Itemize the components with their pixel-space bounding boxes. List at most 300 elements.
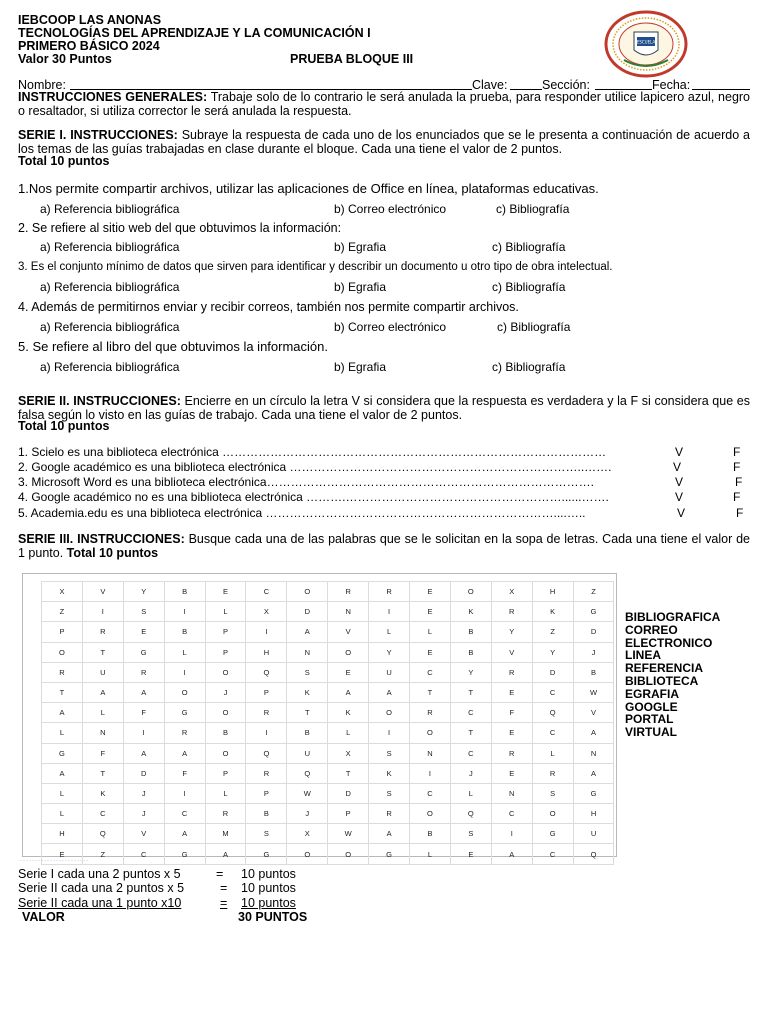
word-search-cell[interactable]: W [287,783,328,803]
word-search-cell[interactable]: C [82,804,123,824]
score-row-1-points: 10 puntos [241,867,296,881]
word-search-cell[interactable]: Q [246,743,287,763]
word-search-row [42,662,614,682]
word-search-cell[interactable]: L [450,783,491,803]
tf-item-5-v[interactable]: V [677,506,686,520]
word-search-cell[interactable]: S [287,662,328,682]
word-search-cell[interactable]: R [205,804,246,824]
word-search-cell[interactable]: I [491,824,532,844]
tf-item-5-f[interactable]: F [736,506,744,520]
word-search-cell[interactable]: Q [287,763,328,783]
word-item: VIRTUAL [625,725,677,740]
word-search-cell[interactable]: A [164,743,205,763]
word-search-cell[interactable]: L [410,844,451,864]
word-search-cell[interactable]: G [42,743,83,763]
q2-option-b[interactable]: b) Egrafia [334,240,387,254]
score-total [18,910,338,924]
word-search-cell[interactable]: J [287,804,328,824]
word-search-cell[interactable]: W [328,824,369,844]
word-search-cell[interactable]: C [450,703,491,723]
subject-title: TECNOLOGÍAS DEL APRENDIZAJE Y LA COMUNICACIÓN I [18,26,371,40]
word-search-cell[interactable]: S [123,602,164,622]
word-search-cell[interactable]: L [328,723,369,743]
q1-option-a[interactable]: a) Referencia bibliográfica [40,202,180,216]
word-search-cell[interactable]: G [573,783,614,803]
word-search-cell[interactable]: Q [82,824,123,844]
word-search-cell[interactable]: I [164,783,205,803]
word-search-cell[interactable]: T [450,723,491,743]
word-search-cell[interactable]: F [82,743,123,763]
word-search-cell[interactable]: U [573,824,614,844]
word-search-cell[interactable]: E [410,602,451,622]
word-search-cell[interactable]: A [164,824,205,844]
word-search-cell[interactable]: L [410,622,451,642]
tf-item-2-v[interactable]: V [673,460,682,474]
word-search-cell[interactable]: L [42,723,83,743]
word-search-cell[interactable]: P [42,622,83,642]
tf-item-3-f[interactable]: F [735,475,743,489]
seal-inner-text: ESCUELA [636,39,656,45]
serie2-instructions [18,395,750,422]
word-search-cell[interactable]: E [491,763,532,783]
word-search-cell[interactable]: F [123,703,164,723]
word-search-cell[interactable]: A [205,844,246,864]
word-search-cell[interactable]: P [205,763,246,783]
word-search-cell[interactable]: R [82,622,123,642]
word-search-cell[interactable]: S [532,783,573,803]
word-search-cell[interactable]: A [82,682,123,702]
word-search-cell[interactable]: D [573,622,614,642]
word-search-cell[interactable]: X [491,582,532,602]
word-search-cell[interactable]: N [491,783,532,803]
score-row-2-eq: = [220,881,228,895]
word-search-cell[interactable]: R [123,662,164,682]
word-search-cell[interactable]: C [410,783,451,803]
word-search-cell[interactable]: L [205,602,246,622]
word-search-cell[interactable]: T [82,642,123,662]
word-search-cell[interactable]: C [450,743,491,763]
word-search-cell[interactable]: R [410,703,451,723]
word-search-row [42,824,614,844]
word-search-cell[interactable]: T [82,763,123,783]
word-search-cell[interactable]: R [369,804,410,824]
general-instructions-text: Trabaje solo de lo contrario le será anulada la prueba, para responder utilice lapicero azul, negro o resaltador, si utiliza corrector le será anulada la respuesta. [18,90,751,118]
word-search-cell[interactable]: S [450,824,491,844]
word-search-cell[interactable]: R [491,743,532,763]
word-search-cell[interactable]: O [205,703,246,723]
word-search-cell[interactable]: V [328,622,369,642]
word-search-cell[interactable]: A [369,682,410,702]
tf-item-3-v[interactable]: V [675,475,684,489]
word-search-cell[interactable]: O [410,804,451,824]
word-search-cell[interactable]: Z [532,622,573,642]
word-search-cell[interactable]: U [82,662,123,682]
serie3-label: SERIE III. INSTRUCCIONES: [18,532,185,546]
general-instructions-label: INSTRUCCIONES GENERALES: [18,90,208,104]
score-row-3-points: 10 puntos [241,896,296,910]
word-search-cell[interactable]: N [328,602,369,622]
word-item: CORREO [625,622,678,637]
decorative-dots: ······················· [20,858,89,864]
q3-option-b[interactable]: b) Egrafia [334,280,387,294]
score-row-3-label: Serie II cada una 1 punto x10 [18,896,182,910]
word-search-cell[interactable]: Q [246,662,287,682]
seccion-label: Sección: [542,78,590,92]
word-search-cell[interactable]: Y [123,582,164,602]
word-search-cell[interactable]: E [410,582,451,602]
tf-item-4-text: 4. Google académico no es una biblioteca electrónica ……….………………………………………………......……. [18,490,609,504]
word-search-cell[interactable]: P [328,804,369,824]
serie2-total: Total 10 puntos [18,419,110,433]
word-search-cell[interactable]: I [164,602,205,622]
word-search-cell[interactable]: A [287,622,328,642]
word-search-frame [22,573,617,857]
word-search-cell[interactable]: B [164,622,205,642]
word-search-cell[interactable]: M [205,824,246,844]
score-row-2-points: 10 puntos [241,881,296,895]
word-search-cell[interactable]: C [491,804,532,824]
word-search-cell[interactable]: G [532,824,573,844]
word-search-cell[interactable]: N [82,723,123,743]
word-search-cell[interactable]: G [573,602,614,622]
word-item: PORTAL [625,712,674,727]
word-search-cell[interactable]: R [246,763,287,783]
word-search-cell[interactable]: D [123,763,164,783]
word-search-cell[interactable]: B [450,622,491,642]
word-item: GOOGLE [625,699,678,714]
test-title: PRUEBA BLOQUE III [290,52,414,66]
word-search-cell[interactable]: I [369,602,410,622]
word-search-cell[interactable]: X [287,824,328,844]
word-search-cell[interactable]: D [532,662,573,682]
word-search-cell[interactable]: C [532,844,573,864]
word-search-cell[interactable]: R [164,723,205,743]
word-search-cell[interactable]: L [369,622,410,642]
word-item: REFERENCIA [625,661,704,676]
word-search-cell[interactable]: L [164,642,205,662]
question-3: 3. Es el conjunto mínimo de datos que sirven para identificar y describir un documento u otro tipo de obra intelectual. [18,261,613,273]
word-search-cell[interactable]: P [246,682,287,702]
word-item: BIBLIOTECA [625,673,699,688]
word-search-cell[interactable]: O [328,642,369,662]
word-search-cell[interactable]: K [287,682,328,702]
word-search-row [42,844,614,864]
question-2: 2. Se refiere al sitio web del que obtuvimos la información: [18,221,342,235]
word-search-cell[interactable]: V [573,703,614,723]
word-search-cell[interactable]: X [246,602,287,622]
word-search-cell[interactable]: T [328,763,369,783]
serie3-instructions [18,533,750,560]
word-search-cell[interactable]: Q [532,703,573,723]
word-search-cell[interactable]: T [410,682,451,702]
serie3-total: Total 10 puntos [66,545,159,560]
word-search-cell[interactable]: A [42,763,83,783]
score-row-2-label: Serie II cada una 2 puntos x 5 [18,881,185,895]
word-search-cell[interactable]: X [42,582,83,602]
word-list [625,611,720,739]
word-search-cell[interactable]: V [491,642,532,662]
serie1-total: Total 10 puntos [18,154,110,168]
word-item: BIBLIOGRAFICA [625,610,721,624]
word-search-cell[interactable]: N [287,642,328,662]
word-search-row [42,622,614,642]
word-search-cell[interactable]: S [246,824,287,844]
serie1-label: SERIE I. INSTRUCCIONES: [18,128,178,142]
question-1: 1.Nos permite compartir archivos, utilizar las aplicaciones de Office en línea, plataformas educativas. [18,181,599,196]
score-row-1-label: Serie I cada una 2 puntos x 5 [18,867,181,881]
word-search-cell[interactable]: G [164,703,205,723]
word-search-cell[interactable]: E [491,723,532,743]
word-search-cell[interactable]: H [42,824,83,844]
word-search-cell[interactable]: R [532,763,573,783]
word-search-row [42,763,614,783]
q1-option-c[interactable]: c) Bibliografía [496,202,570,216]
word-search-cell[interactable]: D [287,602,328,622]
word-search-cell[interactable]: K [328,703,369,723]
word-search-cell[interactable]: B [205,723,246,743]
word-search-cell[interactable]: G [123,642,164,662]
score-row-2 [18,881,338,895]
word-search-cell[interactable]: O [164,682,205,702]
word-search-cell[interactable]: S [369,743,410,763]
word-search-row [42,602,614,622]
serie1-text: Subraye la respuesta de cada uno de los enunciados que se le presenta a continuación de acuerdo a los temas de las guías trabajadas en clase durante el bloque. Cada una tiene el valor de 2 puntos. [18,128,750,156]
word-search-row [42,804,614,824]
word-search-cell[interactable]: G [164,844,205,864]
word-search-row [42,723,614,743]
word-search-cell[interactable]: L [82,703,123,723]
word-search-cell[interactable]: B [450,642,491,662]
word-search-cell[interactable]: Q [573,844,614,864]
word-search-cell[interactable]: B [410,824,451,844]
word-search-row [42,682,614,702]
q1-option-b[interactable]: b) Correo electrónico [334,202,447,216]
word-search-cell[interactable]: F [491,703,532,723]
word-search-cell[interactable]: P [205,622,246,642]
q4-option-b[interactable]: b) Correo electrónico [334,320,447,334]
word-search-cell[interactable]: X [328,743,369,763]
word-search-cell[interactable]: Y [450,662,491,682]
word-search-cell[interactable]: Z [573,582,614,602]
word-search-cell[interactable]: C [532,723,573,743]
word-search-cell[interactable]: T [42,682,83,702]
word-search-cell[interactable]: O [205,743,246,763]
tf-item-4-f[interactable]: F [733,490,741,504]
word-search-cell[interactable]: O [410,723,451,743]
tf-item-4-v[interactable]: V [675,490,684,504]
word-search-cell[interactable]: I [82,602,123,622]
word-search-cell[interactable]: K [532,602,573,622]
word-search-cell[interactable]: B [246,804,287,824]
word-search-cell[interactable]: B [573,662,614,682]
q5-option-b[interactable]: b) Egrafia [334,360,387,374]
test-value: Valor 30 Puntos [18,52,112,66]
word-search-cell[interactable]: L [42,783,83,803]
q3-option-c[interactable]: c) Bibliografía [492,280,566,294]
word-search-cell[interactable]: O [287,582,328,602]
word-search-row [42,783,614,803]
word-search-cell[interactable]: R [369,582,410,602]
tf-item-1-text: 1. Scielo es una biblioteca electrónica …………………………………………………………………………………… [18,445,607,459]
word-search-cell[interactable]: C [123,844,164,864]
school-seal-icon [604,10,688,78]
word-search-cell[interactable]: L [532,743,573,763]
word-search-cell[interactable]: J [205,682,246,702]
q2-option-a[interactable]: a) Referencia bibliográfica [40,240,180,254]
general-instructions [18,91,750,118]
tf-item-3-text: 3. Microsoft Word es una biblioteca electrónica………………………………………………………………………. [18,475,594,489]
word-item: LINEA [625,648,661,663]
word-search-cell[interactable]: O [532,804,573,824]
word-search-cell[interactable]: B [164,582,205,602]
word-search-cell[interactable]: E [42,844,83,864]
word-search-cell[interactable]: J [123,804,164,824]
word-search-cell[interactable]: A [369,824,410,844]
word-search-cell[interactable]: S [369,783,410,803]
word-search-cell[interactable]: V [82,582,123,602]
score-row-3 [18,896,338,910]
score-row-1 [18,867,338,881]
word-search-cell[interactable]: A [573,763,614,783]
word-search-row [42,582,614,602]
tf-item-2-f[interactable]: F [733,460,741,474]
word-search-cell[interactable]: C [410,662,451,682]
word-search-cell[interactable]: Z [42,602,83,622]
word-search-cell[interactable]: I [246,622,287,642]
score-total-label: VALOR [22,910,65,924]
word-search-cell[interactable]: A [573,723,614,743]
word-search-cell[interactable]: O [450,582,491,602]
word-search-cell[interactable]: Y [532,642,573,662]
word-search-cell[interactable]: A [123,743,164,763]
word-search-cell[interactable]: L [205,783,246,803]
word-search-cell[interactable]: B [287,723,328,743]
fecha-label: Fecha: [652,78,691,92]
q4-option-c[interactable]: c) Bibliografía [497,320,571,334]
q3-option-a[interactable]: a) Referencia bibliográfica [40,280,180,294]
word-search-cell[interactable]: Q [450,804,491,824]
word-search-cell[interactable]: G [246,844,287,864]
word-search-cell[interactable]: K [369,763,410,783]
school-name: IEBCOOP LAS ANONAS [18,13,162,27]
q2-option-c[interactable]: c) Bibliografía [492,240,566,254]
word-search-cell[interactable]: H [532,582,573,602]
word-search-cell[interactable]: K [82,783,123,803]
word-search-cell[interactable]: C [532,682,573,702]
word-search-cell[interactable]: R [328,582,369,602]
word-search-cell[interactable]: O [42,642,83,662]
word-search-cell[interactable]: G [369,844,410,864]
serie2-text: Encierre en un círculo la letra V si considera que la respuesta es verdadera y la F si considera que es falsa según lo visto en las guías de trabajo. Cada una tiene el valor de 2 puntos. [18,394,750,422]
tf-item-1-v[interactable]: V [675,445,684,459]
score-total-value: 30 PUNTOS [238,910,308,924]
serie2-label: SERIE II. INSTRUCCIONES: [18,394,181,408]
word-search-cell[interactable]: O [205,662,246,682]
word-search-cell[interactable]: F [164,763,205,783]
word-search-cell[interactable]: N [573,743,614,763]
word-search-cell[interactable]: I [164,662,205,682]
word-search-cell[interactable]: E [328,662,369,682]
word-search-cell[interactable]: I [123,723,164,743]
tf-item-5-text: 5. Academia.edu es una biblioteca electrónica ………………………………………………………………....….. [18,506,586,520]
serie1-instructions [18,129,750,156]
question-4: 4. Además de permitirnos enviar y recibir correos, también nos permite compartir archivos. [18,300,519,314]
word-search-cell[interactable]: R [42,662,83,682]
word-search-cell[interactable]: C [246,582,287,602]
word-search-cell[interactable]: O [287,844,328,864]
word-search-cell[interactable]: A [42,703,83,723]
word-search-cell[interactable]: E [205,582,246,602]
word-search-cell[interactable]: L [42,804,83,824]
name-label: Nombre: [18,78,66,92]
q5-option-c[interactable]: c) Bibliografía [492,360,566,374]
word-search-cell[interactable]: P [205,642,246,662]
word-search-cell[interactable]: R [246,703,287,723]
word-search-cell[interactable]: J [573,642,614,662]
word-search-cell[interactable]: W [573,682,614,702]
word-search-cell[interactable]: D [328,783,369,803]
word-search-cell[interactable]: V [123,824,164,844]
word-search-cell[interactable]: E [450,844,491,864]
score-row-1-eq: = [216,867,224,881]
word-search-cell[interactable]: N [410,743,451,763]
word-search-cell[interactable]: C [164,804,205,824]
word-search-cell[interactable]: T [287,703,328,723]
word-search-cell[interactable]: Y [491,622,532,642]
word-search-cell[interactable]: J [123,783,164,803]
word-search-cell[interactable]: U [287,743,328,763]
word-item: ELECTRONICO [625,635,713,650]
word-search-row [42,642,614,662]
serie3-text: Busque cada una de las palabras que se le solicitan en la sopa de letras. Cada una tiene el valor de 1 punto. [18,532,750,560]
question-5: 5. Se refiere al libro del que obtuvimos la información. [18,339,328,354]
word-search-cell[interactable]: R [491,662,532,682]
word-search-cell[interactable]: I [246,723,287,743]
word-search-cell[interactable]: A [123,682,164,702]
word-search-cell[interactable]: R [491,602,532,622]
word-search-cell[interactable]: E [410,642,451,662]
word-search-cell[interactable]: Y [369,642,410,662]
word-search-cell[interactable]: E [491,682,532,702]
word-search-cell[interactable]: A [328,682,369,702]
word-search-grid[interactable] [41,581,614,865]
tf-item-1-f[interactable]: F [733,445,741,459]
word-search-cell[interactable]: P [246,783,287,803]
word-search-cell[interactable]: H [246,642,287,662]
word-search-cell[interactable]: I [369,723,410,743]
word-search-cell[interactable]: E [123,622,164,642]
score-row-3-eq: = [220,896,228,910]
q4-option-a[interactable]: a) Referencia bibliográfica [40,320,180,334]
grade-year: PRIMERO BÁSICO 2024 [18,39,160,53]
word-search-cell[interactable]: A [491,844,532,864]
word-search-row [42,703,614,723]
q5-option-a[interactable]: a) Referencia bibliográfica [40,360,180,374]
word-item: EGRAFIA [625,686,679,701]
tf-item-2-text: 2. Google académico es una biblioteca electrónica ………………………………………………………………..……. [18,460,612,474]
word-search-cell[interactable]: U [369,662,410,682]
word-search-cell[interactable]: J [450,763,491,783]
word-search-cell[interactable]: T [450,682,491,702]
word-search-cell[interactable]: I [410,763,451,783]
word-search-cell[interactable]: O [328,844,369,864]
word-search-cell[interactable]: Z [82,844,123,864]
word-search-row [42,743,614,763]
word-search-cell[interactable]: O [369,703,410,723]
word-search-cell[interactable]: K [450,602,491,622]
word-search-cell[interactable]: H [573,804,614,824]
clave-label: Clave: [472,78,508,92]
